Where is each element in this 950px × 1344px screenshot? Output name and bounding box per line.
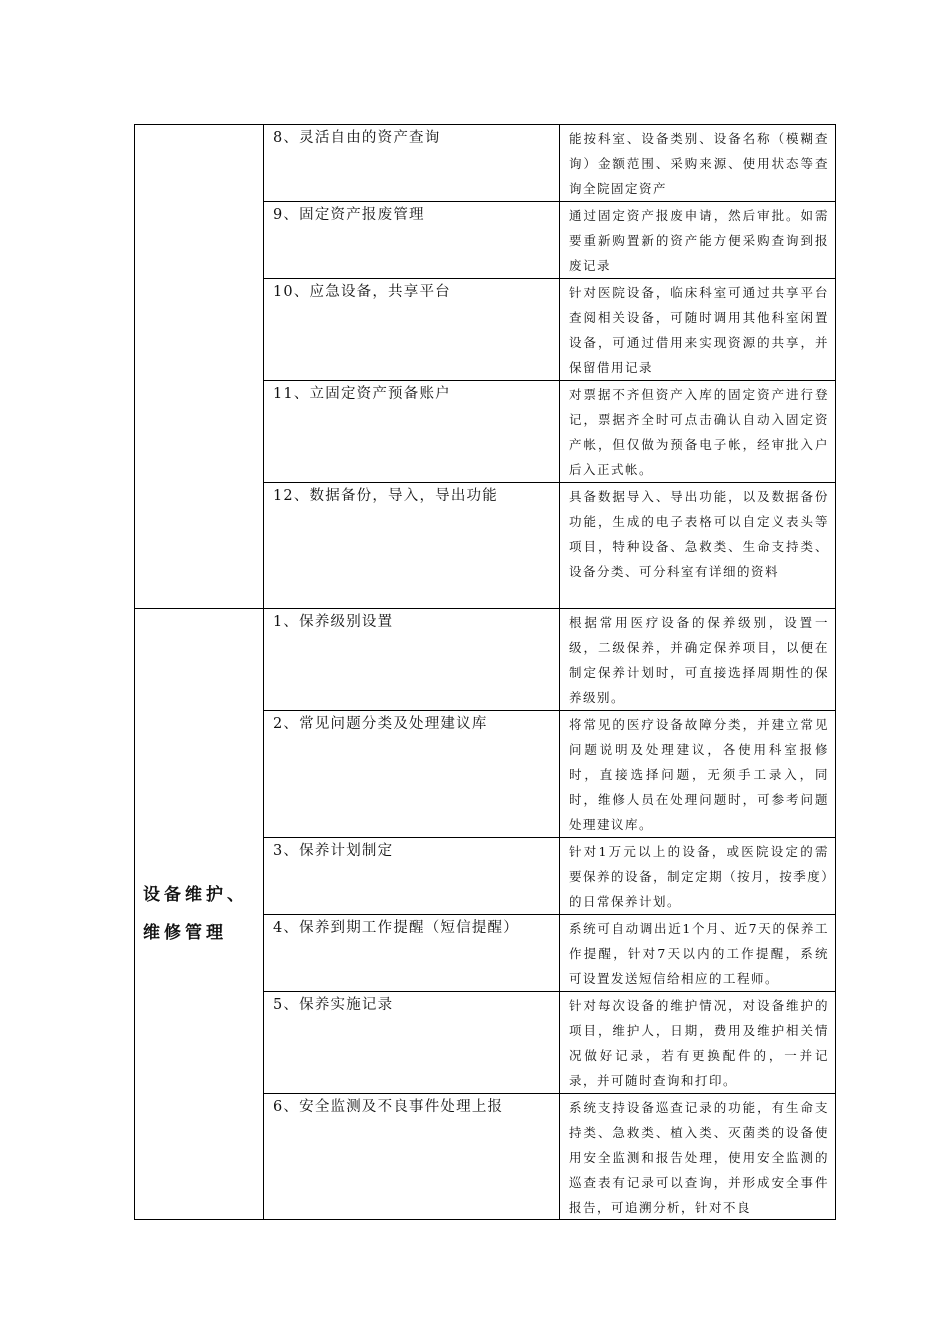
feature-text: 1、保养级别设置 xyxy=(273,614,394,630)
feature-cell xyxy=(264,381,560,483)
category-cell xyxy=(135,609,264,1220)
feature-cell xyxy=(264,279,560,381)
feature-text: 10、应急设备，共享平台 xyxy=(273,284,451,300)
table-row xyxy=(135,609,836,711)
description-cell xyxy=(560,915,836,992)
feature-cell xyxy=(264,992,560,1094)
feature-text: 5、保养实施记录 xyxy=(273,997,394,1013)
feature-text: 9、固定资产报废管理 xyxy=(273,207,425,223)
description-cell xyxy=(560,381,836,483)
feature-cell xyxy=(264,711,560,838)
description-cell xyxy=(560,279,836,381)
description-text: 将常见的医疗设备故障分类，并建立常见问题说明及处理建议，各使用科室报修时，直接选择问题，无须手工录入，同时，维修人员在处理问题时，可参考问题处理建议库。 xyxy=(569,717,829,832)
feature-text: 6、安全监测及不良事件处理上报 xyxy=(273,1099,504,1115)
description-text: 系统支持设备巡查记录的功能，有生命支持类、急救类、植入类、灭菌类的设备使用安全监测和报告处理，使用安全监测的巡查表有记录可以查询，并形成安全事件报告，可追溯分析，针对不良 xyxy=(569,1100,829,1215)
spec-table xyxy=(134,124,836,1220)
description-cell xyxy=(560,609,836,711)
category-cell xyxy=(135,125,264,609)
feature-text: 3、保养计划制定 xyxy=(273,843,394,859)
description-cell xyxy=(560,992,836,1094)
feature-cell xyxy=(264,483,560,609)
table-row xyxy=(135,125,836,202)
description-text: 针对1万元以上的设备，或医院设定的需要保养的设备，制定定期（按月，按季度）的日常保养计划。 xyxy=(569,844,829,909)
description-text: 针对每次设备的维护情况，对设备维护的项目，维护人，日期，费用及维护相关情况做好记录，若有更换配件的，一并记录，并可随时查询和打印。 xyxy=(569,998,829,1088)
feature-text: 12、数据备份，导入，导出功能 xyxy=(273,488,498,504)
feature-cell xyxy=(264,915,560,992)
feature-cell xyxy=(264,202,560,279)
description-cell xyxy=(560,838,836,915)
description-cell xyxy=(560,125,836,202)
description-cell xyxy=(560,1094,836,1220)
description-text: 具备数据导入、导出功能，以及数据备份功能，生成的电子表格可以自定义表头等项目，特种设备、急救类、生命支持类、设备分类、可分科室有详细的资料 xyxy=(569,489,829,579)
category-label: 设备维护、维修管理 xyxy=(143,885,248,943)
description-text: 对票据不齐但资产入库的固定资产进行登记，票据齐全时可点击确认自动入固定资产帐，但仅做为预备电子帐，经审批入户后入正式帐。 xyxy=(569,387,829,477)
feature-text: 2、常见问题分类及处理建议库 xyxy=(273,716,488,732)
description-cell xyxy=(560,711,836,838)
description-text: 根据常用医疗设备的保养级别，设置一级，二级保养，并确定保养项目，以便在制定保养计划时，可直接选择周期性的保养级别。 xyxy=(569,615,829,705)
feature-text: 11、立固定资产预备账户 xyxy=(273,386,451,402)
description-cell xyxy=(560,202,836,279)
description-cell xyxy=(560,483,836,609)
feature-text: 4、保养到期工作提醒（短信提醒） xyxy=(273,920,519,936)
feature-cell xyxy=(264,609,560,711)
description-text: 针对医院设备，临床科室可通过共享平台查阅相关设备，可随时调用其他科室闲置设备，可通过借用来实现资源的共享，并保留借用记录 xyxy=(569,285,829,375)
description-text: 系统可自动调出近1个月、近7天的保养工作提醒，针对7天以内的工作提醒，系统可设置发送短信给相应的工程师。 xyxy=(569,921,829,986)
feature-cell xyxy=(264,1094,560,1220)
feature-text: 8、灵活自由的资产查询 xyxy=(273,130,441,146)
feature-cell xyxy=(264,838,560,915)
description-text: 通过固定资产报废申请，然后审批。如需要重新购置新的资产能方便采购查询到报废记录 xyxy=(569,208,829,273)
feature-cell xyxy=(264,125,560,202)
description-text: 能按科室、设备类别、设备名称（模糊查询）金额范围、采购来源、使用状态等查询全院固定资产 xyxy=(569,131,829,196)
